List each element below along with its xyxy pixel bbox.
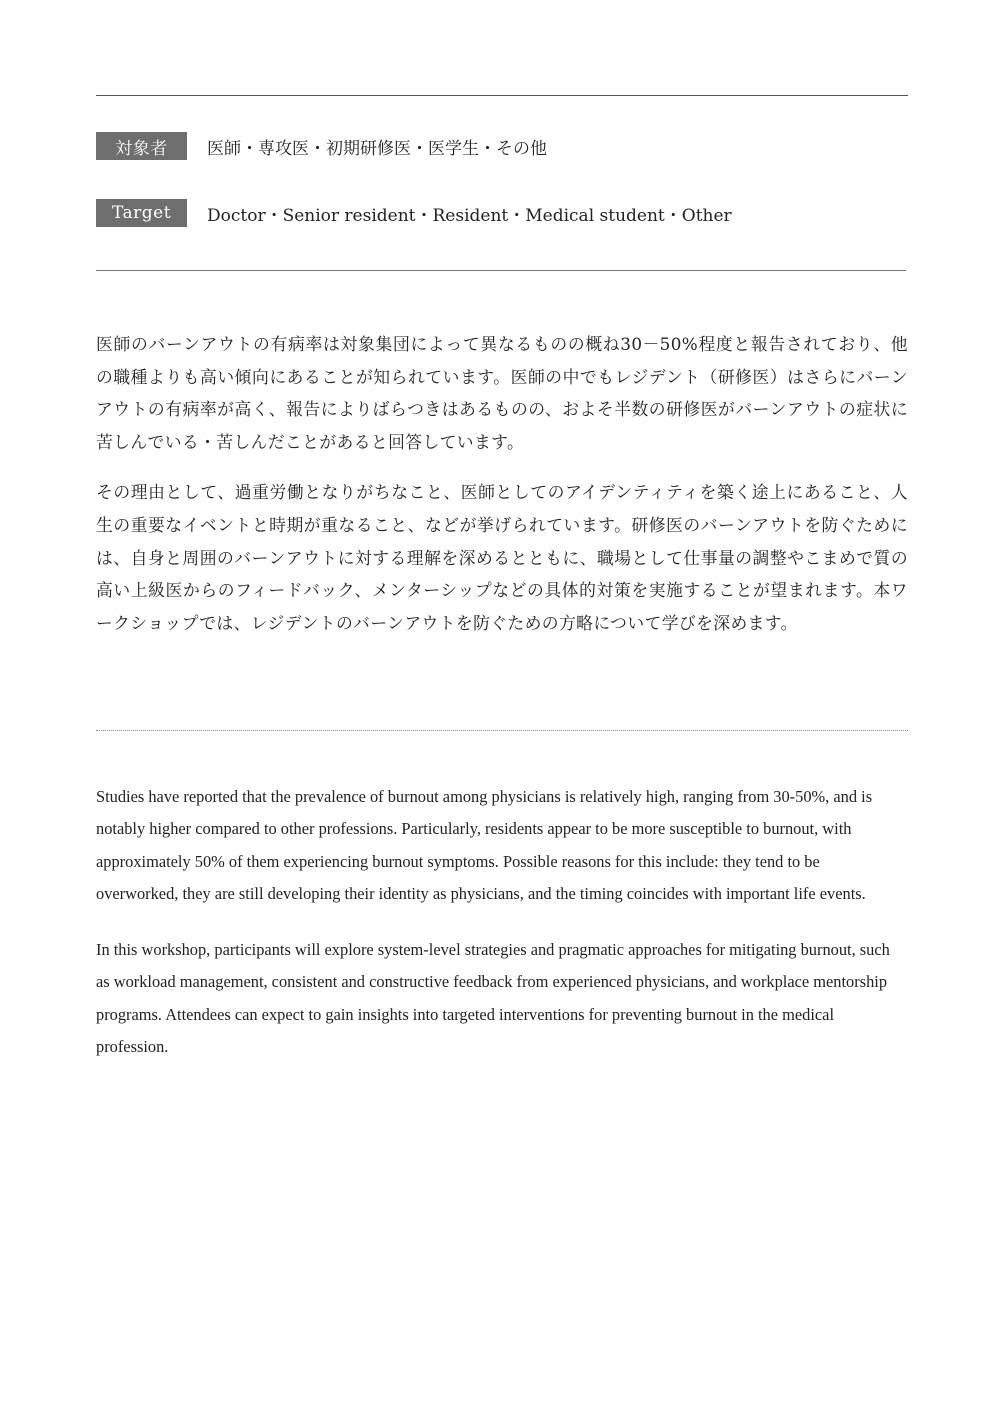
section-divider <box>96 270 906 271</box>
target-value-en: Doctor・Senior resident・Resident・Medical student・Other <box>207 205 732 226</box>
jp-paragraph: その理由として、過重労働となりがちなこと、医師としてのアイデンティティを築く途上にあること、人生の重要なイベントと時期が重なること、などが挙げられています。研修医のバーンアウトを防ぐためには、自身と周囲のバーンアウトに対する理解を深めるとともに、職場として仕事量の調整やこまめで質の高い上級医からのフィードバック、メンターシップなどの具体的対策を実施することが望まれます。本ワークショップでは、レジデントのバーンアウトを防ぐための方略について学びを深めます。 <box>96 482 908 633</box>
target-label-jp: 対象者 <box>96 132 187 160</box>
top-divider <box>96 95 908 96</box>
target-value-jp: 医師・専攻医・初期研修医・医学生・その他 <box>207 138 547 159</box>
jp-paragraph: 医師のバーンアウトの有病率は対象集団によって異なるものの概ね30－50%程度と報告されており、他の職種よりも高い傾向にあることが知られています。医師の中でもレジデント（研修医）はさらにバーンアウトの有病率が高く、報告によりばらつきはあるものの、およそ半数の研修医がバーンアウトの症状に苦しんでいる・苦しんだことがあると回答しています。 <box>96 334 908 452</box>
japanese-description <box>96 328 908 657</box>
target-row-en <box>96 199 732 227</box>
english-description <box>96 781 906 1087</box>
en-paragraph: Studies have reported that the prevalence of burnout among physicians is relatively high, ranging from 30-50%, and is notably higher compared to other professions. Particularly, residents appear to be more susceptible to burnout, with approximately 50% of them experiencing burnout symptoms. Possible reasons for this include: they tend to be overworked, they are still developing their identity as physicians, and the timing coincides with important life events. <box>96 787 873 903</box>
en-paragraph: In this workshop, participants will explore system-level strategies and pragmatic approaches for mitigating burnout, such as workload management, consistent and constructive feedback from experienced physicians, and workplace mentorship programs. Attendees can expect to gain insights into targeted interventions for preventing burnout in the medical profession. <box>96 940 890 1057</box>
dotted-divider <box>96 730 908 731</box>
target-row-jp <box>96 132 547 160</box>
target-label-en: Target <box>96 199 187 227</box>
